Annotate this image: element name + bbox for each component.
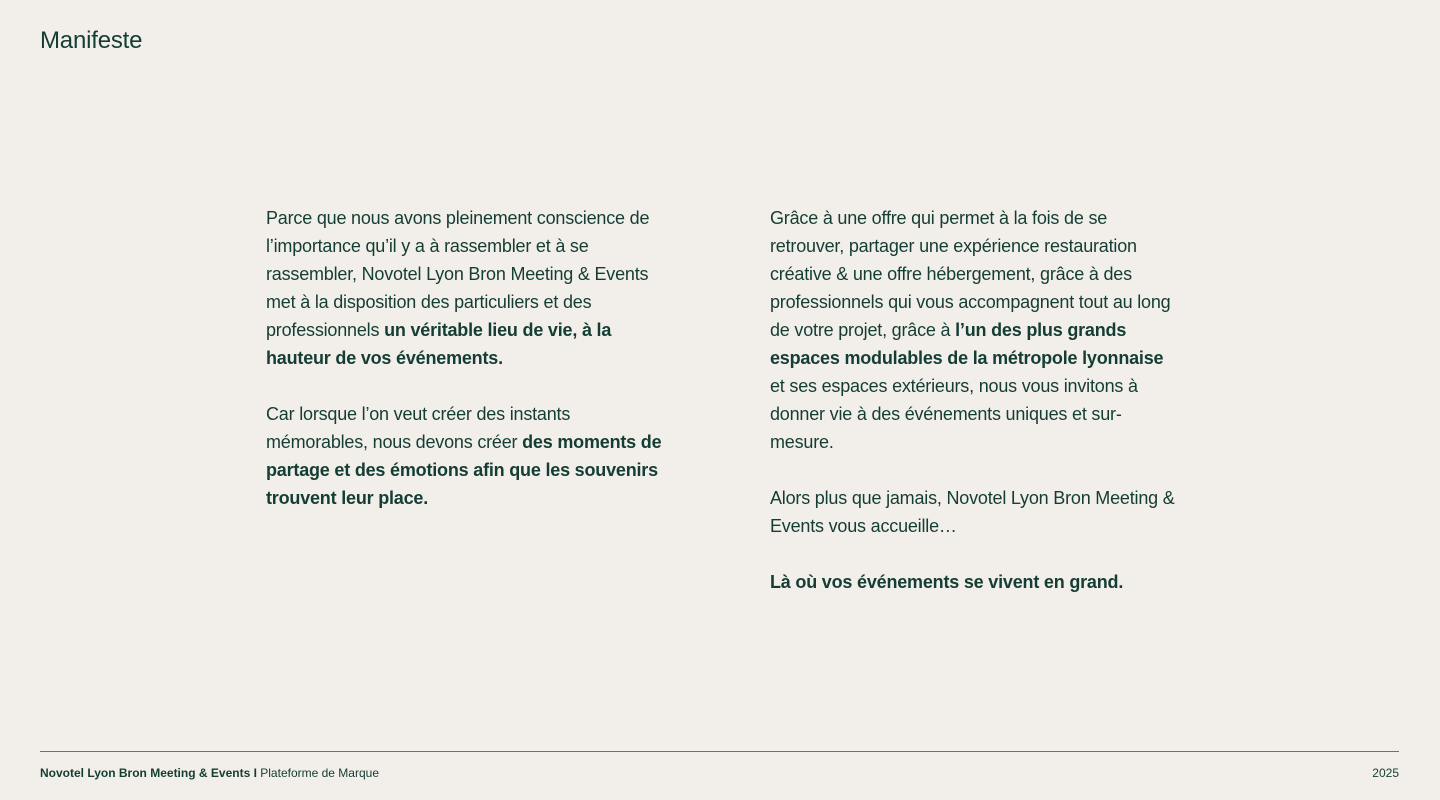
paragraph-text: Parce que nous avons pleinement conscience de l’importance qu’il y a à rassembler et à se rassembler, Novotel Lyon Bron Meeting & Events met à la disposition des particuliers et des professionnels [266, 208, 650, 340]
footer-brand-line [40, 764, 379, 782]
tagline-text: Là où vos événements se vivent en grand. [770, 572, 1124, 592]
footer-separator: I [250, 766, 261, 780]
manifesto-paragraph [266, 400, 676, 512]
paragraph-text: et ses espaces extérieurs, nous vous invitons à donner vie à des événements uniques et sur-mesure. [770, 376, 1138, 452]
paragraph-text: Alors plus que jamais, Novotel Lyon Bron Meeting & Events vous accueille… [770, 488, 1175, 536]
footer-year: 2025 [1372, 766, 1399, 780]
manifesto-paragraph [266, 204, 676, 372]
manifesto-tagline [770, 568, 1180, 596]
paragraph-emphasis: l’un des plus grands espaces modulables de la métropole lyonnaise [770, 320, 1164, 368]
manifesto-right-column [770, 204, 1180, 624]
manifesto-paragraph [770, 484, 1180, 540]
footer-subtitle: Plateforme de Marque [260, 766, 379, 780]
footer-divider [40, 751, 1399, 752]
paragraph-text: Car lorsque l’on veut créer des instants mémorables, nous devons créer [266, 404, 571, 452]
paragraph-text: Grâce à une offre qui permet à la fois de se retrouver, partager une expérience restauration créative & une offre hébergement, grâce à des professionnels qui vous accompagnent tout au long de votre projet, grâce à [770, 208, 1171, 340]
paragraph-emphasis: un véritable lieu de vie, à la hauteur de vos événements. [266, 320, 612, 368]
page-title: Manifeste [40, 27, 143, 54]
paragraph-emphasis: des moments de partage et des émotions afin que les souvenirs trouvent leur place. [266, 432, 662, 508]
manifesto-left-column [266, 204, 676, 540]
manifesto-paragraph [770, 204, 1180, 456]
footer-brand: Novotel Lyon Bron Meeting & Events [40, 766, 251, 780]
